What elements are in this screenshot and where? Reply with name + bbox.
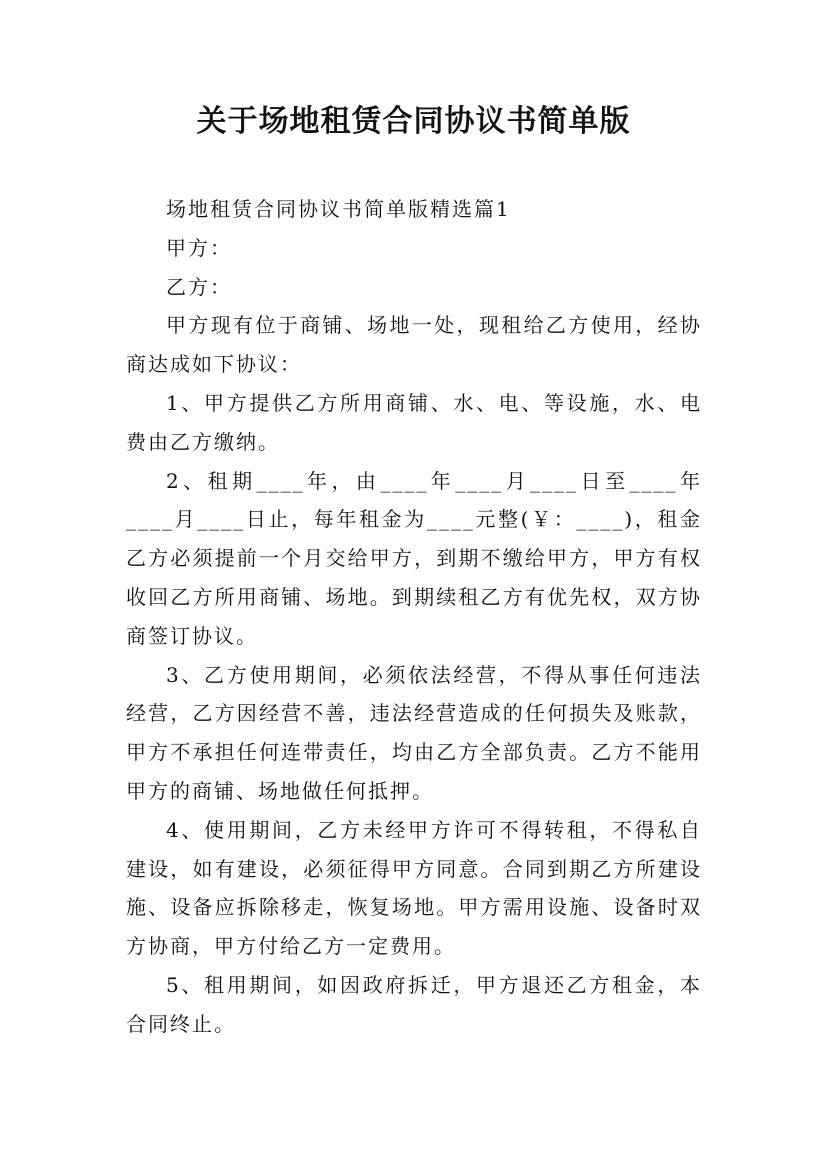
clause-4: 4、使用期间，乙方未经甲方许可不得转租，不得私自建设，如有建设，必须征得甲方同意。合同到期乙方所建设施、设备应拆除移走，恢复场地。甲方需用设施、设备时双方协商，甲方付给乙方一定费用。 [126, 817, 702, 959]
section-heading: 场地租赁合同协议书简单版精选篇1 [166, 197, 511, 221]
clause-3: 3、乙方使用期间，必须依法经营，不得从事任何违法经营，乙方因经营不善，违法经营造成的任何损失及账款，甲方不承担任何连带责任，均由乙方全部负责。乙方不能用甲方的商铺、场地做任何抵押。 [126, 662, 702, 803]
clause-2: 2、租期____年，由____年____月____日至____年____月____日止，每年租金为____元整(￥：____)，租金乙方必须提前一个月交给甲方，到期不缴给甲方，甲方有权收回乙方所用商铺、场地。到期续租乙方有优先权，双方协商签订协议。 [126, 468, 702, 648]
party-b-line: 乙方： [166, 274, 232, 299]
clause-5: 5、租用期间，如因政府拆迁，甲方退还乙方租金，本合同终止。 [126, 972, 702, 1036]
intro-paragraph: 甲方现有位于商铺、场地一处，现租给乙方使用，经协商达成如下协议： [126, 313, 702, 377]
document-title: 关于场地租赁合同协议书简单版 [196, 104, 631, 139]
clause-1: 1、甲方提供乙方所用商铺、水、电、等设施，水、电费由乙方缴纳。 [126, 390, 702, 454]
party-a-line: 甲方： [166, 235, 232, 260]
document-body [126, 190, 702, 1044]
